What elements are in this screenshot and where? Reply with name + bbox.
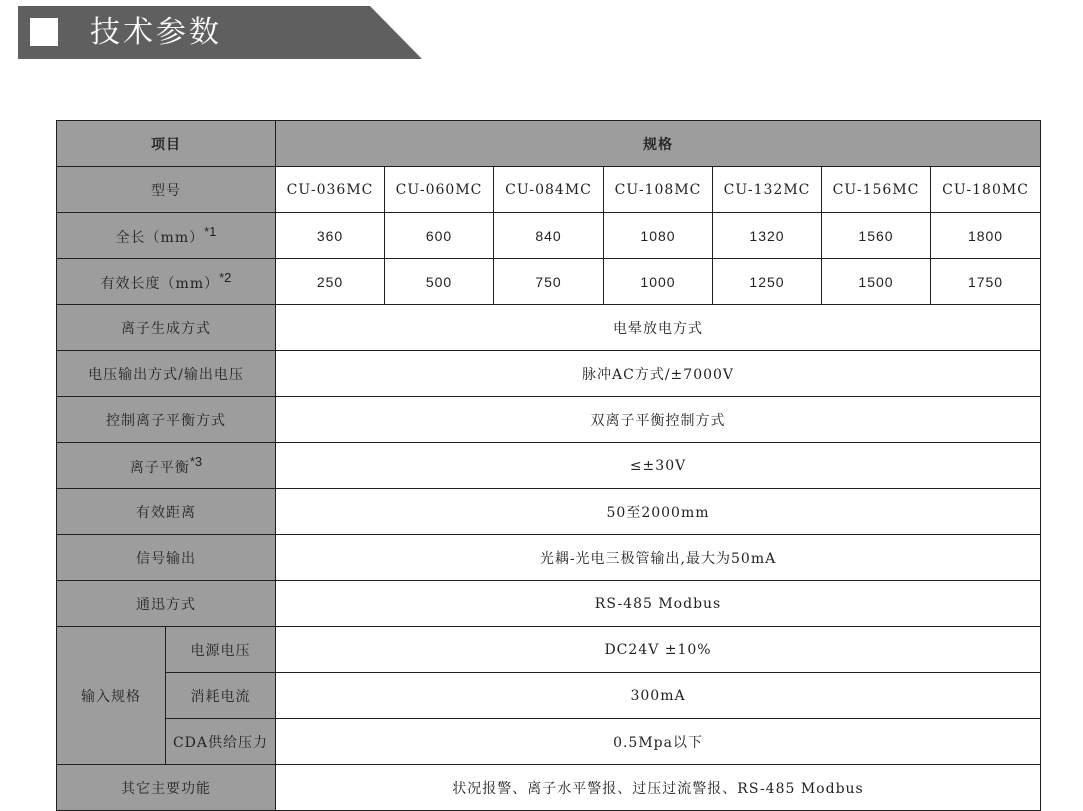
ion-balance-row — [57, 443, 1041, 489]
power-voltage-value: DC24V ±10% — [276, 627, 1041, 673]
communication-row — [57, 581, 1041, 627]
ion-balance-control-label: 控制离子平衡方式 — [57, 397, 276, 443]
other-functions-label: 其它主要功能 — [57, 765, 276, 811]
value-cell: 1750 — [931, 259, 1041, 305]
cda-pressure-value: 0.5Mpa以下 — [276, 719, 1041, 765]
square-icon — [30, 18, 58, 46]
footnote-marker: *2 — [219, 270, 232, 285]
full-length-row — [57, 213, 1041, 259]
section-header — [18, 6, 422, 59]
input-spec-row — [57, 627, 1041, 673]
effective-length-label: 有效长度（mm） — [100, 276, 220, 292]
value-cell: 1080 — [604, 213, 713, 259]
communication-label: 通迅方式 — [57, 581, 276, 627]
value-cell: 360 — [276, 213, 385, 259]
signal-output-value: 光耦-光电三极管输出,最大为50mA — [276, 535, 1041, 581]
cda-pressure-label: CDA供给压力 — [166, 719, 276, 765]
voltage-output-row — [57, 351, 1041, 397]
value-cell: 1800 — [931, 213, 1041, 259]
value-cell: 500 — [385, 259, 494, 305]
input-spec-row — [57, 719, 1041, 765]
power-voltage-label: 电源电压 — [166, 627, 276, 673]
effective-distance-row — [57, 489, 1041, 535]
value-cell: 840 — [494, 213, 604, 259]
model-cell: CU-060MC — [385, 167, 494, 213]
other-functions-row — [57, 765, 1041, 811]
value-cell: 250 — [276, 259, 385, 305]
ion-balance-control-row — [57, 397, 1041, 443]
ion-balance-label-cell — [57, 443, 276, 489]
effective-length-label-cell — [57, 259, 276, 305]
model-row — [57, 167, 1041, 213]
voltage-output-value: 脉冲AC方式/±7000V — [276, 351, 1041, 397]
voltage-output-label: 电压输出方式/输出电压 — [57, 351, 276, 397]
model-cell: CU-036MC — [276, 167, 385, 213]
ion-balance-label: 离子平衡 — [129, 460, 190, 476]
footnote-marker: *3 — [189, 454, 203, 469]
ion-balance-value: ≤±30V — [276, 443, 1041, 489]
communication-value: RS-485 Modbus — [276, 581, 1041, 627]
value-cell: 1500 — [822, 259, 931, 305]
ion-generation-row — [57, 305, 1041, 351]
ion-balance-control-value: 双离子平衡控制方式 — [276, 397, 1041, 443]
value-cell: 1560 — [822, 213, 931, 259]
other-functions-value: 状况报警、离子水平警报、过压过流警报、RS-485 Modbus — [276, 765, 1041, 811]
value-cell: 750 — [494, 259, 604, 305]
value-cell: 1000 — [604, 259, 713, 305]
model-cell: CU-132MC — [713, 167, 822, 213]
input-spec-row — [57, 673, 1041, 719]
effective-distance-value: 50至2000mm — [276, 489, 1041, 535]
model-cell: CU-156MC — [822, 167, 931, 213]
section-title: 技术参数 — [90, 15, 222, 50]
signal-output-row — [57, 535, 1041, 581]
effective-distance-label: 有效距离 — [57, 489, 276, 535]
spec-table — [56, 120, 1041, 811]
ion-generation-label: 离子生成方式 — [57, 305, 276, 351]
model-cell: CU-180MC — [931, 167, 1041, 213]
table-header-row — [57, 121, 1041, 167]
current-consumption-value: 300mA — [276, 673, 1041, 719]
input-spec-label: 输入规格 — [57, 627, 166, 765]
model-cell: CU-108MC — [604, 167, 713, 213]
model-label: 型号 — [57, 167, 276, 213]
spec-header: 规格 — [276, 121, 1041, 167]
full-length-label-cell — [57, 213, 276, 259]
signal-output-label: 信号输出 — [57, 535, 276, 581]
item-header: 项目 — [57, 121, 276, 167]
footnote-marker: *1 — [204, 224, 217, 239]
effective-length-row — [57, 259, 1041, 305]
value-cell: 600 — [385, 213, 494, 259]
current-consumption-label: 消耗电流 — [166, 673, 276, 719]
value-cell: 1320 — [713, 213, 822, 259]
value-cell: 1250 — [713, 259, 822, 305]
model-cell: CU-084MC — [494, 167, 604, 213]
ion-generation-value: 电晕放电方式 — [276, 305, 1041, 351]
full-length-label: 全长（mm） — [115, 230, 205, 246]
